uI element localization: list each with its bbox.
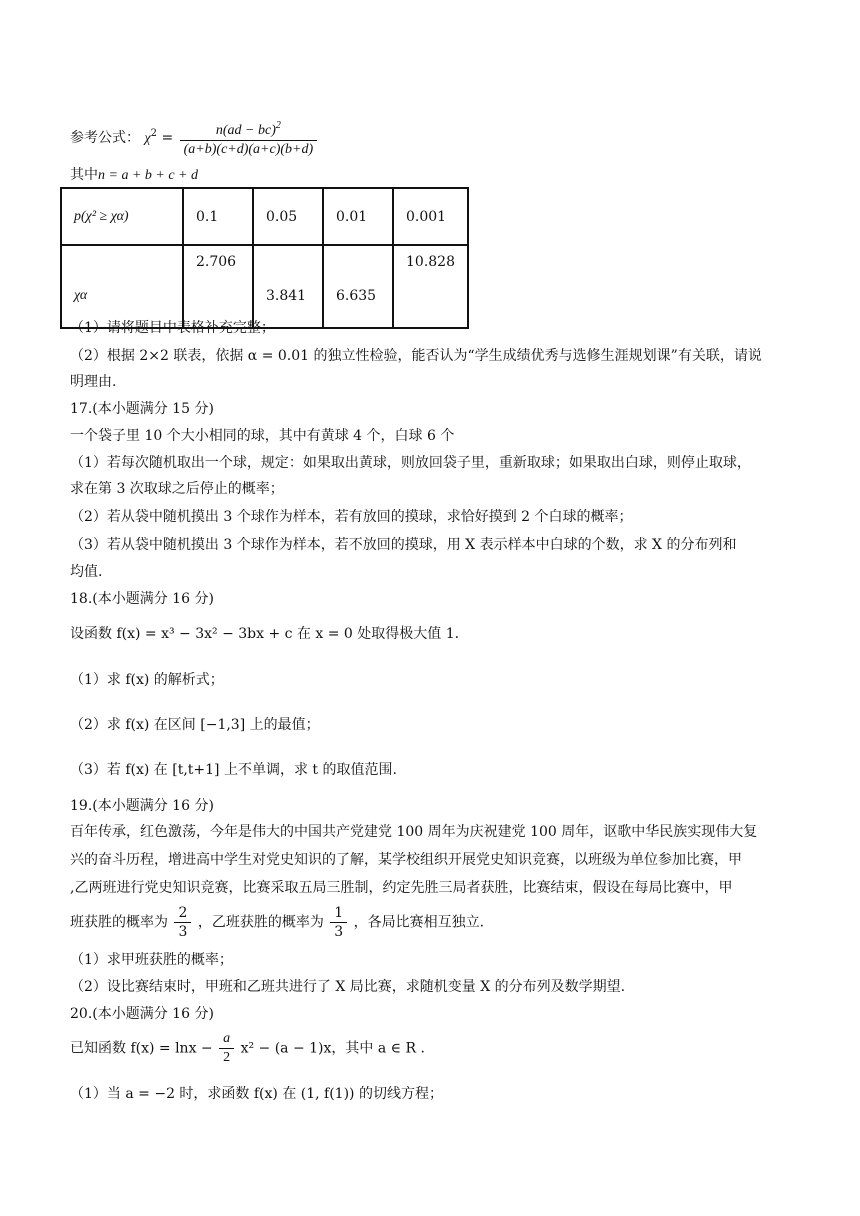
- q17-part2: （2）若从袋中随机摸出 3 个球作为样本，若有放回的摸球，求恰好摸到 2 个白球的概率；: [70, 509, 633, 525]
- fraction-numerator: 2: [178, 905, 188, 921]
- chi-value-cell: 6.635: [323, 245, 393, 328]
- p-value-cell: 0.001: [393, 188, 468, 245]
- q19-title: 19.(本小题满分 16 分): [70, 798, 214, 814]
- where-expression: n = a + b + c + d: [98, 168, 199, 183]
- q19-part1: （1）求甲班获胜的概率；: [70, 952, 233, 968]
- where-prefix: 其中: [70, 167, 98, 183]
- fraction-denominator: 3: [174, 922, 191, 941]
- chi-value-cell: 2.706: [183, 245, 253, 328]
- q16-part2-line2: 明理由.: [70, 374, 117, 390]
- q20-stem-a: 已知函数 f(x) = lnx −: [70, 1040, 213, 1057]
- fraction-denominator: (a+b)(c+d)(a+c)(b+d): [180, 140, 318, 159]
- q19-line4-text-a: 班获胜的概率为: [70, 914, 168, 931]
- q18-part2: （2）求 f(x) 在区间 [−1,3] 上的最值；: [70, 717, 320, 733]
- q20-stem-b: x² − (a − 1)x，其中 a ∈ R .: [240, 1040, 425, 1057]
- q17-part1-line2: 求在第 3 次取球之后停止的概率；: [70, 481, 284, 497]
- numerator-exponent: 2: [275, 120, 281, 131]
- table-row2-label: χα: [61, 245, 183, 328]
- table-row: [61, 188, 468, 245]
- fraction-two-thirds: [174, 904, 191, 941]
- q19-line4-text-b: ，乙班获胜的概率为: [197, 914, 324, 931]
- chi-square-exponent: 2: [150, 128, 157, 139]
- p-value-cell: 0.05: [253, 188, 323, 245]
- equals-sign: =: [161, 130, 178, 146]
- fraction-numerator: a: [223, 1031, 231, 1046]
- q19-line2: 兴的奋斗历程，增进高中学生对党史知识的了解，某学校组织开展党史知识竞赛，以班级为单位参加比赛，甲: [70, 852, 742, 868]
- q16-part2-line1: （2）根据 2×2 联表，依据 α = 0.01 的独立性检验，能否认为“学生成绩优秀与选修生涯规划课”有关联，请说: [70, 348, 762, 364]
- fraction-a-over-2: [219, 1030, 234, 1067]
- formula-where-line: [70, 165, 198, 186]
- q18-stem: 设函数 f(x) = x³ − 3x² − 3bx + c 在 x = 0 处取得极大值 1.: [70, 626, 460, 642]
- formula-label: 参考公式：: [70, 130, 140, 146]
- table-header-label: p(χ² ≥ χα): [61, 188, 183, 245]
- q17-part3-line1: （3）若从袋中随机摸出 3 个球作为样本，若不放回的摸球，用 X 表示样本中白球的个数，求 X 的分布列和: [70, 537, 737, 553]
- q19-line4: [70, 904, 484, 941]
- fraction-denominator: 2: [219, 1048, 234, 1067]
- q17-title: 17.(本小题满分 15 分): [70, 401, 214, 417]
- q20-part1: （1）当 a = −2 时，求函数 f(x) 在 (1, f(1)) 的切线方程；: [70, 1086, 443, 1102]
- fraction-numerator: 1: [334, 905, 344, 921]
- chi-symbol: χ: [144, 131, 151, 146]
- q17-part3-line2: 均值.: [70, 564, 103, 580]
- q20-stem: [70, 1030, 425, 1067]
- chi-square-fraction: [180, 117, 318, 159]
- p-value-cell: 0.1: [183, 188, 253, 245]
- table-row: [61, 245, 468, 328]
- q18-part3: （3）若 f(x) 在 [t,t+1] 上不单调，求 t 的取值范围.: [70, 762, 397, 778]
- p-value-cell: 0.01: [323, 188, 393, 245]
- fraction-denominator: 3: [330, 922, 347, 941]
- formula-line: [70, 117, 319, 159]
- critical-value-table: [60, 187, 469, 329]
- q17-stem: 一个袋子里 10 个大小相同的球，其中有黄球 4 个，白球 6 个: [70, 428, 455, 444]
- fraction-numerator: n(ad − bc): [215, 123, 276, 138]
- q19-line1: 百年传承，红色激荡，今年是伟大的中国共产党建党 100 周年为庆祝建党 100 周年，讴歌中华民族实现伟大复: [70, 824, 758, 840]
- q18-title: 18.(本小题满分 16 分): [70, 591, 214, 607]
- q18-part1: （1）求 f(x) 的解析式；: [70, 672, 224, 688]
- chi-value-cell: 3.841: [253, 245, 323, 328]
- q19-line4-text-c: ，各局比赛相互独立.: [353, 914, 485, 931]
- q20-title: 20.(本小题满分 16 分): [70, 1006, 214, 1022]
- q19-line3: ,乙两班进行党史知识竞赛，比赛采取五局三胜制，约定先胜三局者获胜，比赛结束，假设在每局比赛中，甲: [70, 880, 733, 896]
- chi-value-cell: 10.828: [393, 245, 468, 328]
- fraction-one-third: [330, 904, 347, 941]
- q17-part1-line1: （1）若每次随机取出一个球，规定：如果取出黄球，则放回袋子里，重新取球；如果取出白球，则停止取球，: [70, 455, 751, 471]
- q19-part2: （2）设比赛结束时，甲班和乙班共进行了 X 局比赛，求随机变量 X 的分布列及数学期望.: [70, 979, 626, 995]
- q16-part1: （1）请将题目中表格补充完整；: [70, 320, 275, 336]
